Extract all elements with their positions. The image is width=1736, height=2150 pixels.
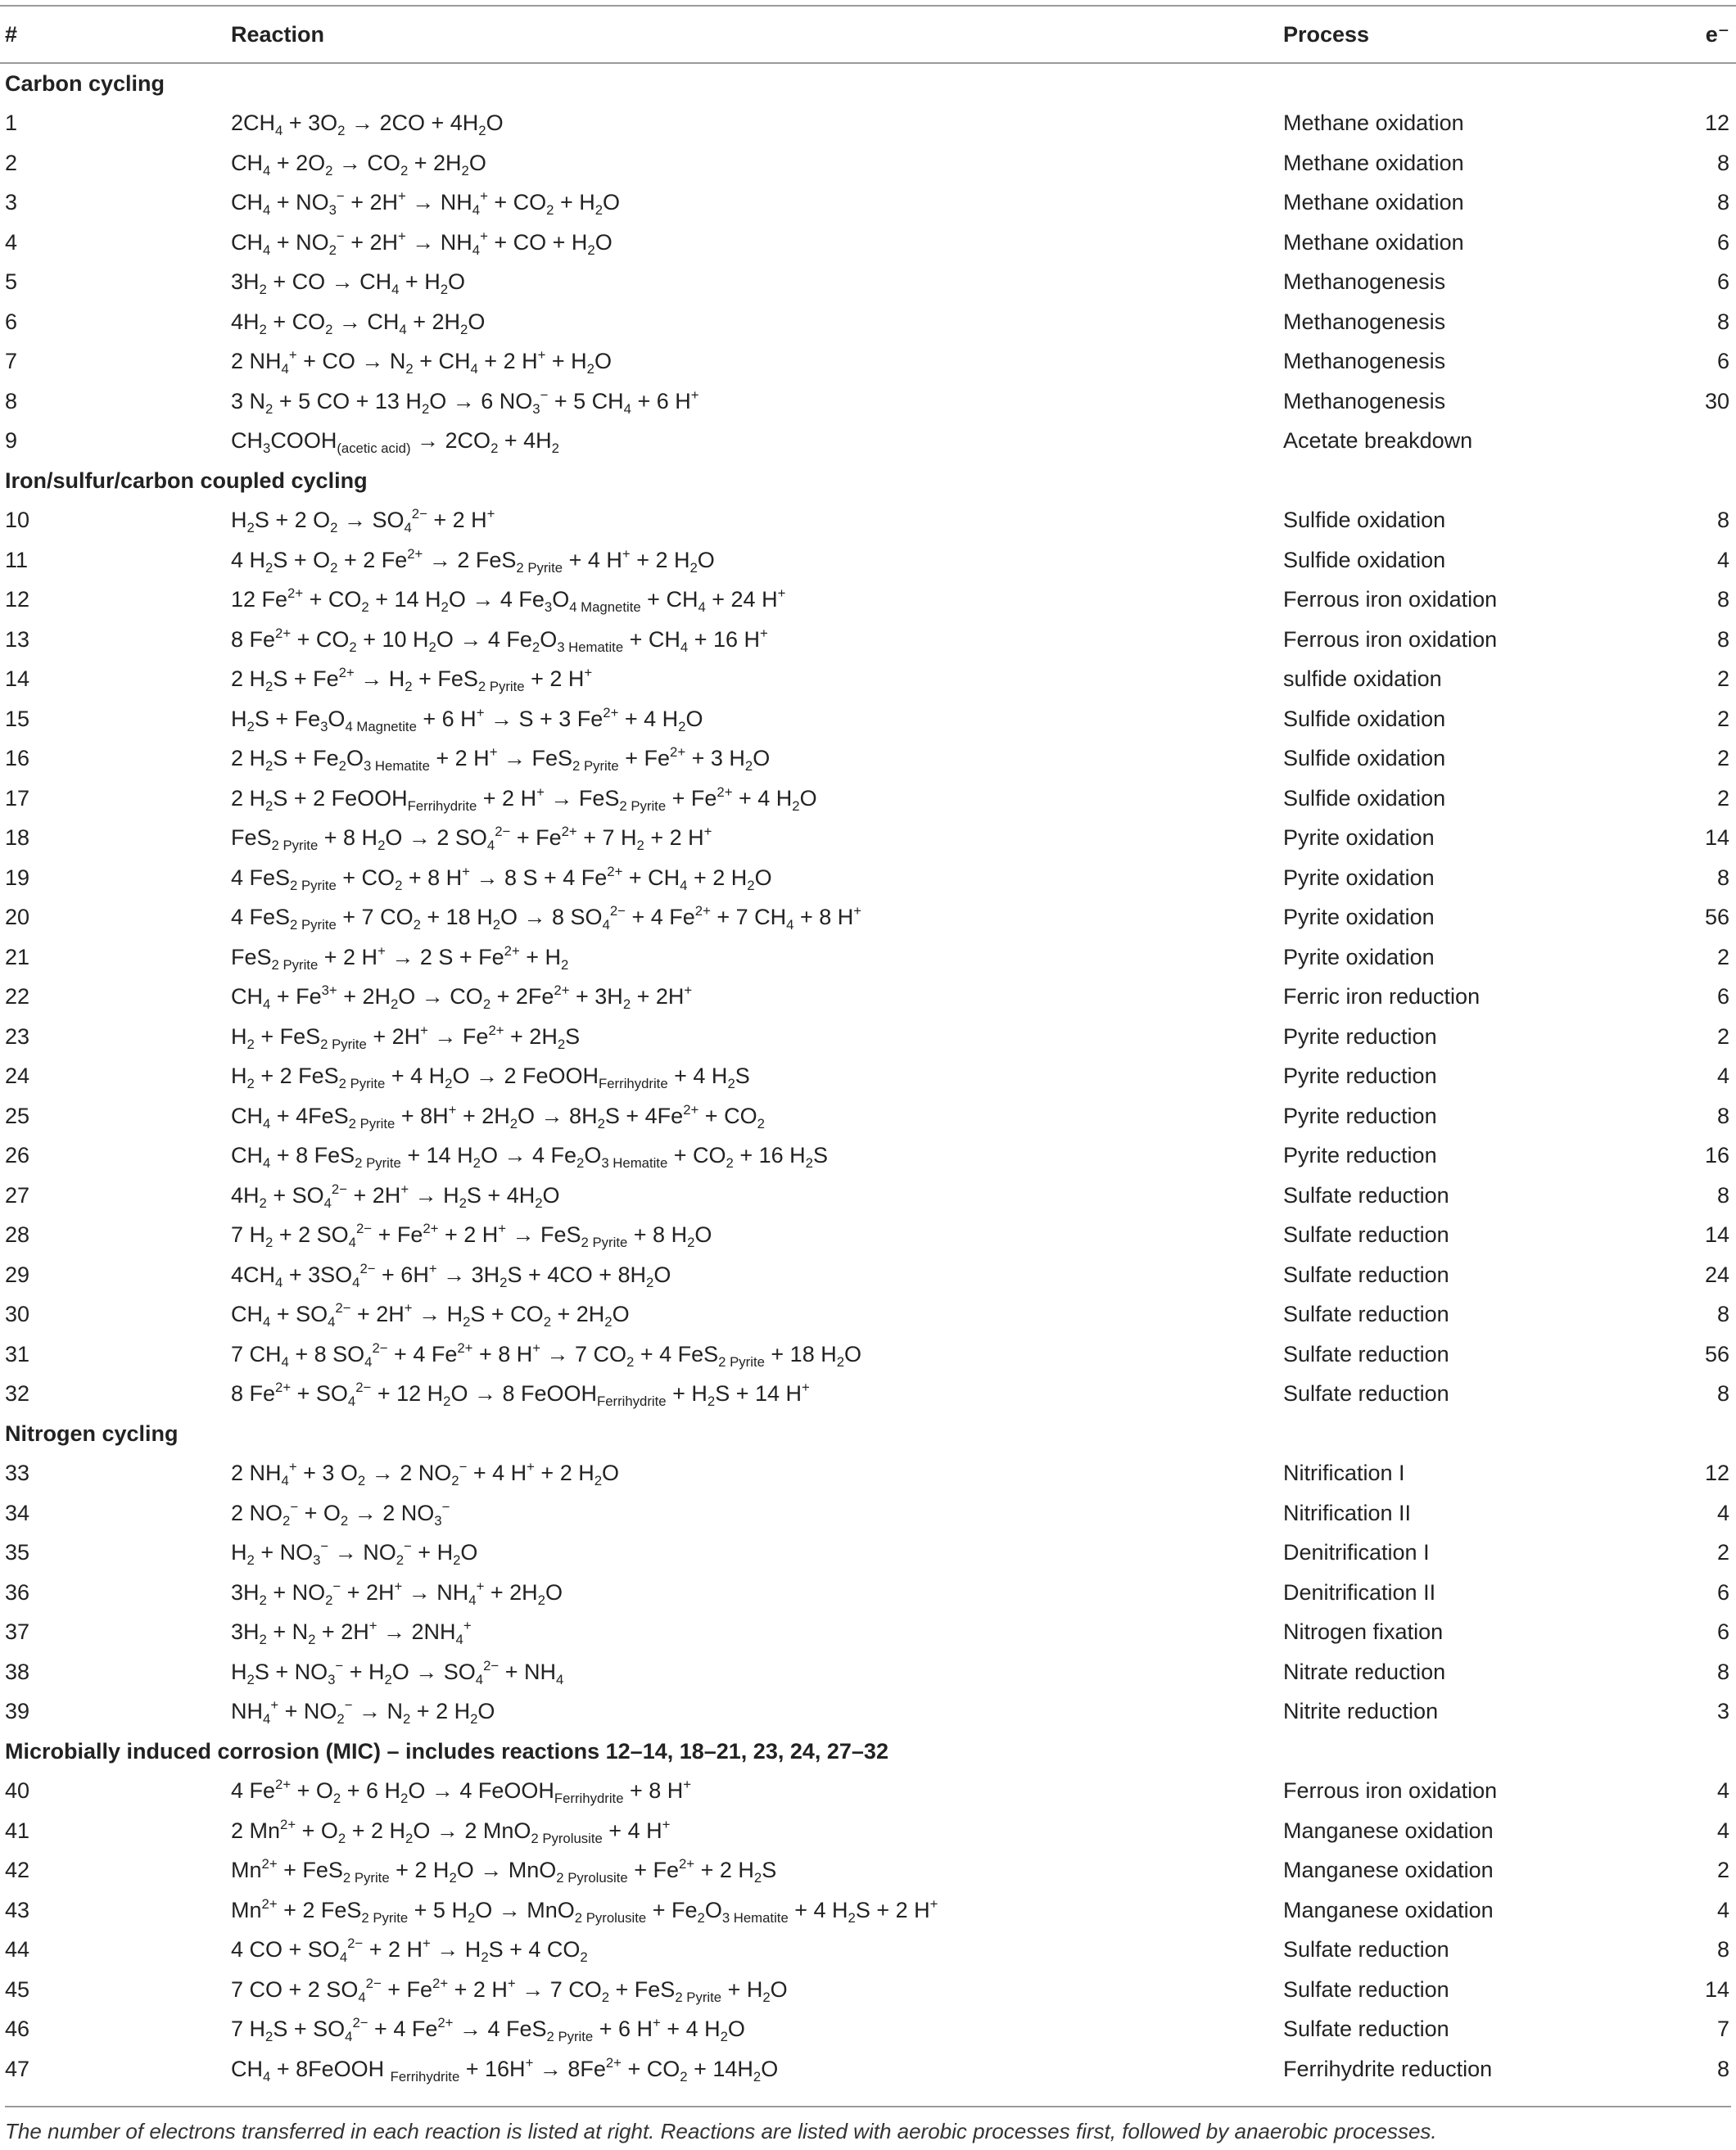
electron-count: 8 [1716,309,1729,334]
reaction-equation: FeS$_{2 Pyrite}$ + 2 H+ → 2 $S + Fe^{2+} + H_2$ [231,942,569,973]
electron-count: 4 [1716,1818,1729,1843]
section-header [0,1414,1736,1454]
reaction-number: 47 [5,2056,30,2081]
section-header [0,461,1736,501]
reaction-process: Methanogenesis [1283,269,1446,295]
reaction-process: Ferrous iron oxidation [1283,1778,1498,1804]
table-row [0,342,1736,382]
reaction-number: 25 [5,1103,30,1128]
reaction-number: 41 [5,1818,30,1843]
reaction-process: Denitrification II [1283,1579,1436,1605]
reaction-number: 24 [5,1064,30,1089]
table-row [0,779,1736,819]
table-row [0,1652,1736,1692]
electron-count: 2 [1716,944,1729,969]
reaction-process: Methanogenesis [1283,349,1446,374]
reaction-equation: $CH_4 + 8$ FeS$_{2 Pyrite}$ + 14 $H_2O \to 4$ $Fe_2O_{3 Hematite} + CO_2 + 16$ $H_2S$ [231,1143,828,1172]
reaction-process: Sulfate reduction [1283,1381,1449,1407]
reaction-process: Denitrification I [1283,1540,1430,1565]
electron-count: 8 [1716,2056,1729,2081]
reaction-number: 34 [5,1500,30,1525]
table-row [0,1772,1736,1812]
electron-count: 8 [1716,150,1729,175]
reaction-process: Sulfide oxidation [1283,547,1446,572]
reaction-number: 16 [5,746,30,771]
table-row [0,858,1736,898]
reaction-number: 32 [5,1381,30,1407]
header-number: # [0,6,231,63]
reaction-equation: 2 $NH_4^+$ + CO → $N_2 + CH_4 + 2$ $H^+ + H_2O$ [231,347,612,377]
reaction-number: 21 [5,944,30,969]
reaction-equation: $H_2 + 2$ FeS$_{2 Pyrite}$ + 4 $H_2O \to 2$ FeOOH$_{Ferrihydrite}$ + 4 $H_2S$ [231,1064,750,1092]
reaction-process: Pyrite reduction [1283,1023,1437,1049]
table-row [0,143,1736,183]
reaction-process: Methane oxidation [1283,229,1464,255]
electron-count: 16 [1704,1143,1729,1168]
table-row [0,898,1736,938]
reaction-number: 17 [5,785,30,811]
electron-count: 56 [1704,905,1729,930]
electron-count: 6 [1716,1619,1729,1645]
reaction-number: 28 [5,1222,30,1248]
reaction-process: Nitrogen fixation [1283,1619,1444,1645]
electron-count: 8 [1716,1937,1729,1963]
table-row [0,1692,1736,1732]
electron-count: 2 [1716,785,1729,811]
section-title: Nitrogen cycling [5,1421,179,1446]
reaction-equation: $CH_4 + Fe^{3+} + 2H_2O \to CO_2 + 2Fe^{2+} + 3H_2 + 2H^+$ [231,982,693,1013]
reaction-number: 4 [5,229,18,255]
reaction-process: Acetate breakdown [1283,428,1473,454]
electron-count: 4 [1716,1500,1729,1525]
reaction-number: 19 [5,865,30,890]
reaction-equation: $4H_2 + CO_2 \to CH_4 + 2H_2O$ [231,309,486,337]
reaction-equation: $H_2S + Fe_3O_{4 Magnetite} + 6$ H+ → S + 3 $Fe^{2+} + 4$ $H_2O$ [231,704,703,734]
reaction-number: 33 [5,1461,30,1486]
reaction-process: Sulfate reduction [1283,1302,1449,1327]
reaction-equation: $3H_2$ + CO → $CH_4 + H_2O$ [231,269,466,298]
electron-count: 8 [1716,1302,1729,1327]
table-row [0,1811,1736,1851]
reaction-process: Sulfide oxidation [1283,746,1446,771]
reaction-number: 18 [5,825,30,851]
electron-count: 2 [1716,1023,1729,1049]
reaction-equation: $CH_4$ + 8FeOOH $_{Ferrihydrite} + 16H^+ \to 8Fe^{2+} + CO_2 + 14H_2O$ [231,2054,779,2085]
reaction-equation: 7 $CH_4 + 8$ $SO_4^{2-} + 4$ $Fe^{2+} + 8$ H+ → 7 $CO_2 + 4$ FeS$_{2 Pyrite}$ + 18 $H_2O$ [231,1339,862,1370]
reaction-number: 30 [5,1302,30,1327]
reaction-process: Methane oxidation [1283,111,1464,136]
reaction-number: 40 [5,1778,30,1804]
table-row [0,302,1736,342]
reaction-equation: 3 $N_2 + 5$ CO + 13 $H_2O \to 6$ $NO_3^- + 5$ $CH_4 + 6$ H+ [231,386,699,417]
table-row [0,1057,1736,1097]
reaction-process: sulfide oxidation [1283,666,1442,692]
reaction-number: 29 [5,1262,30,1287]
electron-count: 4 [1716,547,1729,572]
reaction-equation: 12 $Fe^{2+} + CO_2 + 14$ $H_2O \to 4$ $Fe_3O_{4 Magnetite} + CH_4 + 24$ H+ [231,585,786,616]
table-row [0,1295,1736,1335]
table-row [0,1613,1736,1653]
electron-count: 12 [1704,1461,1729,1486]
reaction-number: 37 [5,1619,30,1645]
electron-count [1666,422,1736,462]
reaction-table [0,5,1736,2089]
reaction-process: Ferrous iron oxidation [1283,626,1498,652]
reaction-equation: $H_2 + FeS_{2 Pyrite} + 2H^+ \to Fe^{2+} + 2H_2S$ [231,1022,581,1052]
table-row [0,819,1736,859]
reaction-equation: $3H_2 + NO_2^- + 2H^+ \to NH_4^+ + 2H_2O$ [231,1578,563,1608]
reaction-equation: 2 $H_2S + Fe_2O_{3 Hematite} + 2$ $H^+ \to FeS_{2 Pyrite} + Fe^{2+} + 3$ $H_2O$ [231,744,771,775]
electron-count: 2 [1716,1540,1729,1565]
reaction-process: Pyrite oxidation [1283,825,1435,851]
table-row [0,540,1736,580]
reaction-equation: $NH_4^+ + NO_2^- \to N_2 + 2$ $H_2O$ [231,1697,495,1728]
reaction-number: 39 [5,1699,30,1724]
table-row [0,1493,1736,1533]
table-row [0,699,1736,739]
electron-count: 6 [1716,1579,1729,1605]
reaction-number: 44 [5,1937,30,1963]
reaction-process: Sulfide oxidation [1283,785,1446,811]
table-row [0,580,1736,621]
table-row [0,1216,1736,1256]
electron-count: 8 [1716,865,1729,890]
reaction-number: 22 [5,984,30,1010]
reaction-process: Methane oxidation [1283,150,1464,175]
reaction-equation: 2 $H_2S + Fe^{2+} \to H_2 + FeS_{2 Pyrite} + 2$ H+ [231,665,593,695]
reaction-number: 45 [5,1976,30,2002]
table-row [0,1136,1736,1177]
section-title: Iron/sulfur/carbon coupled cycling [5,467,368,493]
table-row [0,422,1736,462]
reaction-process: Sulfate reduction [1283,1341,1449,1366]
table-row [0,1176,1736,1216]
reaction-equation: $CH_4 + NO_2^- + 2H^+ \to NH_4^+$ + CO + $H_2O$ [231,228,613,258]
table-row [0,1096,1736,1136]
reaction-process: Sulfate reduction [1283,2017,1449,2042]
electron-count: 6 [1716,269,1729,295]
electron-count: 14 [1704,1222,1729,1248]
reaction-process: Ferrous iron oxidation [1283,587,1498,612]
table-row [0,1573,1736,1613]
reaction-process: Nitrate reduction [1283,1659,1446,1684]
table-row [0,620,1736,660]
reaction-process: Manganese oxidation [1283,1858,1494,1883]
reaction-equation: 2 $H_2S + 2$ FeOOH$_{Ferrihydrite}$ + 2 $H^+ \to FeS_{2 Pyrite} + Fe^{2+} + 4$ $H_2O$ [231,784,817,814]
reaction-process: Pyrite oxidation [1283,944,1435,969]
reaction-equation: 8 $Fe^{2+} + SO_4^{2-} + 12$ $H_2O \to 8$ FeOOH$_{Ferrihydrite}$ + $H_2S + 14$ H+ [231,1380,810,1410]
table-header [0,6,1736,63]
reaction-process: Nitrite reduction [1283,1699,1439,1724]
reaction-process: Nitrification II [1283,1500,1412,1525]
reaction-number: 6 [5,309,18,334]
electron-count: 4 [1716,1778,1729,1804]
reaction-equation: $CH_4 + 4FeS_{2 Pyrite} + 8H^+ + 2H_2O \to 8H_2S + 4Fe^{2+} + CO_2$ [231,1101,765,1131]
reaction-number: 14 [5,666,30,692]
reaction-equation: $2CH_4 + 3O_2 \to 2CO + 4H_2O$ [231,111,504,139]
reaction-equation: 7 $H_2S + SO_4^{2-} + 4$ $Fe^{2+} \to 4$ FeS$_{2 Pyrite}$ + 6 H+ + 4 $H_2O$ [231,2015,745,2045]
reaction-process: Sulfate reduction [1283,1222,1449,1248]
reaction-process: Methanogenesis [1283,388,1446,413]
table-row [0,2049,1736,2089]
section-header [0,63,1736,104]
reaction-number: 43 [5,1897,30,1922]
electron-count: 12 [1704,111,1729,136]
reaction-equation: $Mn^{2+} + FeS_{2 Pyrite} + 2$ $H_2O \to MnO_{2 Pyrolusite} + Fe^{2+} + 2$ $H_2S$ [231,1856,777,1886]
reaction-equation: $H_2 + NO_3^- \to NO_2^- + H_2O$ [231,1538,478,1569]
reaction-process: Sulfate reduction [1283,1976,1449,2002]
header-electrons: e⁻ [1666,6,1736,63]
electron-count: 2 [1716,666,1729,692]
reaction-equation: $3H_2 + N_2 + 2H^+ \to 2NH_4^+$ [231,1618,472,1648]
electron-count: 6 [1716,229,1729,255]
reaction-number: 27 [5,1182,30,1208]
reaction-process: Sulfate reduction [1283,1182,1449,1208]
table-row [0,1890,1736,1931]
reaction-process: Pyrite oxidation [1283,905,1435,930]
reaction-equation: 4 $Fe^{2+} + O_2 + 6$ $H_2O \to 4$ FeOOH$_{Ferrihydrite}$ + 8 H+ [231,1777,692,1807]
electron-count: 3 [1716,1699,1729,1724]
electron-count: 4 [1716,1064,1729,1089]
table-row [0,2010,1736,2050]
reaction-number: 7 [5,349,18,374]
section-title: Carbon cycling [5,70,165,96]
electron-count: 8 [1716,1182,1729,1208]
reaction-equation: 7 CO + 2 $SO_4^{2-} + Fe^{2+} + 2$ H+ → 7 $CO_2 + FeS_{2 Pyrite} + H_2O$ [231,1975,788,2005]
reaction-number: 5 [5,269,18,295]
reaction-number: 20 [5,905,30,930]
reaction-process: Ferric iron reduction [1283,984,1481,1010]
electron-count: 8 [1716,1381,1729,1407]
reaction-equation: 2 $NH_4^+ + 3$ $O_2 \to 2$ $NO_2^- + 4$ H+ + 2 $H_2O$ [231,1459,620,1489]
reaction-number: 36 [5,1579,30,1605]
header-reaction: Reaction [231,6,1283,63]
table-row [0,1375,1736,1415]
electron-count: 30 [1704,388,1729,413]
table-row [0,1533,1736,1574]
reaction-equation: 7 $H_2 + 2$ $SO_4^{2-} + Fe^{2+} + 2$ H+ → FeS$_{2 Pyrite}$ + 8 $H_2O$ [231,1221,712,1251]
table-row [0,382,1736,422]
reaction-equation: 4 CO + $SO_4^{2-} + 2$ $H^+ \to H_2S + 4$ $CO_2$ [231,1935,588,1966]
table-row [0,1255,1736,1295]
table-row [0,978,1736,1018]
electron-count: 8 [1716,626,1729,652]
reaction-number: 26 [5,1143,30,1168]
reaction-process: Pyrite reduction [1283,1143,1437,1168]
reaction-equation: $H_2S + 2$ $O_2 \to SO_4^{2-} + 2$ H+ [231,506,495,536]
table-row [0,1931,1736,1971]
section-header [0,1732,1736,1772]
reaction-number: 23 [5,1023,30,1049]
reaction-equation: 4 $FeS_{2 Pyrite} + CO_2 + 8$ H+ → 8 S + 4 $Fe^{2+} + CH_4 + 2$ $H_2O$ [231,863,772,893]
table-row [0,1851,1736,1891]
reaction-equation: 8 $Fe^{2+} + CO_2 + 10$ $H_2O \to 4$ $Fe_2O_{3 Hematite} + CH_4 + 16$ H+ [231,625,768,655]
reaction-process: Sulfide oxidation [1283,508,1446,533]
reaction-number: 31 [5,1341,30,1366]
electron-count: 2 [1716,1858,1729,1883]
electron-count: 8 [1716,587,1729,612]
reaction-number: 35 [5,1540,30,1565]
table-row [0,937,1736,978]
table-row [0,223,1736,263]
reaction-equation: $4H_2 + SO_4^{2-} + 2H^+ \to H_2S + 4H_2O$ [231,1181,560,1211]
reaction-process: Ferrihydrite reduction [1283,2056,1493,2081]
reaction-equation: 4 FeS$_{2 Pyrite}$ + 7 $CO_2 + 18$ $H_2O \to 8$ $SO_4^{2-} + 4$ $Fe^{2+} + 7$ $CH_4 + 8$ H+ [231,903,862,933]
reaction-number: 11 [5,547,29,572]
electron-count: 8 [1716,1659,1729,1684]
table-row [0,183,1736,224]
reaction-equation: $4CH_4 + 3SO_4^{2-} + 6H^+ \to 3H_2S + 4CO + 8H_2O$ [231,1260,671,1290]
table-row [0,660,1736,700]
electron-count: 56 [1704,1341,1729,1366]
electron-count: 8 [1716,190,1729,215]
reaction-number: 42 [5,1858,30,1883]
table-row [0,1970,1736,2010]
reaction-equation: $CH_3COOH_{(acetic acid)} \to 2CO_2 + 4H_2$ [231,428,559,457]
table-footnote: The number of electrons transferred in each reaction is listed at right. Reactions are listed with aerobic processes first, followed by anaerobic processes. [5,2106,1731,2144]
reaction-process: Methanogenesis [1283,309,1446,334]
table-row [0,263,1736,303]
electron-count: 8 [1716,508,1729,533]
reaction-process: Pyrite reduction [1283,1064,1437,1089]
table-row [0,104,1736,144]
section-title: Microbially induced corrosion (MIC) – includes reactions 12–14, 18–21, 23, 24, 27–32 [5,1738,888,1764]
reaction-process: Manganese oxidation [1283,1818,1494,1843]
reaction-equation: $Mn^{2+} + 2$ FeS$_{2 Pyrite}$ + 5 $H_2O \to MnO_{2 Pyrolusite} + Fe_2O_{3 Hematite} + 4$ $H_2S + 2$ H+ [231,1895,938,1926]
electron-count: 14 [1704,1976,1729,2002]
reaction-number: 13 [5,626,30,652]
reaction-number: 38 [5,1659,30,1684]
table-row [0,1335,1736,1375]
reaction-number: 1 [5,111,18,136]
table-row [0,1454,1736,1494]
reaction-process: Pyrite reduction [1283,1103,1437,1128]
reaction-process: Nitrification I [1283,1461,1405,1486]
electron-count: 6 [1716,984,1729,1010]
reaction-equation: $CH_4 + SO_4^{2-} + 2H^+ \to H_2S + CO_2 + 2H_2O$ [231,1300,630,1330]
reaction-process: Manganese oxidation [1283,1897,1494,1922]
reaction-number: 46 [5,2017,30,2042]
electron-count: 6 [1716,349,1729,374]
reaction-number: 8 [5,388,18,413]
reaction-equation: $CH_4 + NO_3^- + 2H^+ \to NH_4^+ + CO_2 + H_2O$ [231,188,621,219]
reaction-number: 9 [5,428,18,454]
reaction-process: Sulfate reduction [1283,1937,1449,1963]
reaction-equation: 2 $NO_2^- + O_2 \to 2$ $NO_3^-$ [231,1498,450,1529]
electron-count: 24 [1704,1262,1729,1287]
reaction-process: Methane oxidation [1283,190,1464,215]
header-process: Process [1283,6,1666,63]
electron-count: 7 [1716,2017,1729,2042]
reaction-process: Pyrite oxidation [1283,865,1435,890]
electron-count: 14 [1704,825,1729,851]
reaction-number: 15 [5,706,30,731]
table-row [0,1017,1736,1057]
table-row [0,739,1736,779]
reaction-equation: $H_2S + NO_3^- + H_2O \to SO_4^{2-} + NH_4$ [231,1657,564,1687]
electron-count: 2 [1716,746,1729,771]
electron-count: 2 [1716,706,1729,731]
table-row [0,501,1736,541]
reaction-equation: $CH_4 + 2O_2 \to CO_2 + 2H_2O$ [231,150,486,178]
reaction-number: 2 [5,150,18,175]
reaction-process: Sulfide oxidation [1283,706,1446,731]
reaction-number: 10 [5,508,30,533]
electron-count: 8 [1716,1103,1729,1128]
reaction-number: 12 [5,587,30,612]
reaction-equation: FeS$_{2 Pyrite}$ + 8 $H_2O \to 2$ $SO_4^{2-} + Fe^{2+} + 7$ $H_2 + 2$ H+ [231,824,712,854]
electron-count: 4 [1716,1897,1729,1922]
reaction-number: 3 [5,190,18,215]
reaction-equation: 2 $Mn^{2+} + O_2 + 2$ $H_2O \to 2$ MnO$_{2 Pyrolusite}$ + 4 H+ [231,1816,671,1846]
reaction-equation: 4 $H_2S + O_2 + 2$ $Fe^{2+} \to 2$ FeS$_{2 Pyrite}$ + 4 H+ + 2 $H_2O$ [231,545,715,576]
table-body [0,63,1736,2089]
reaction-process: Sulfate reduction [1283,1262,1449,1287]
